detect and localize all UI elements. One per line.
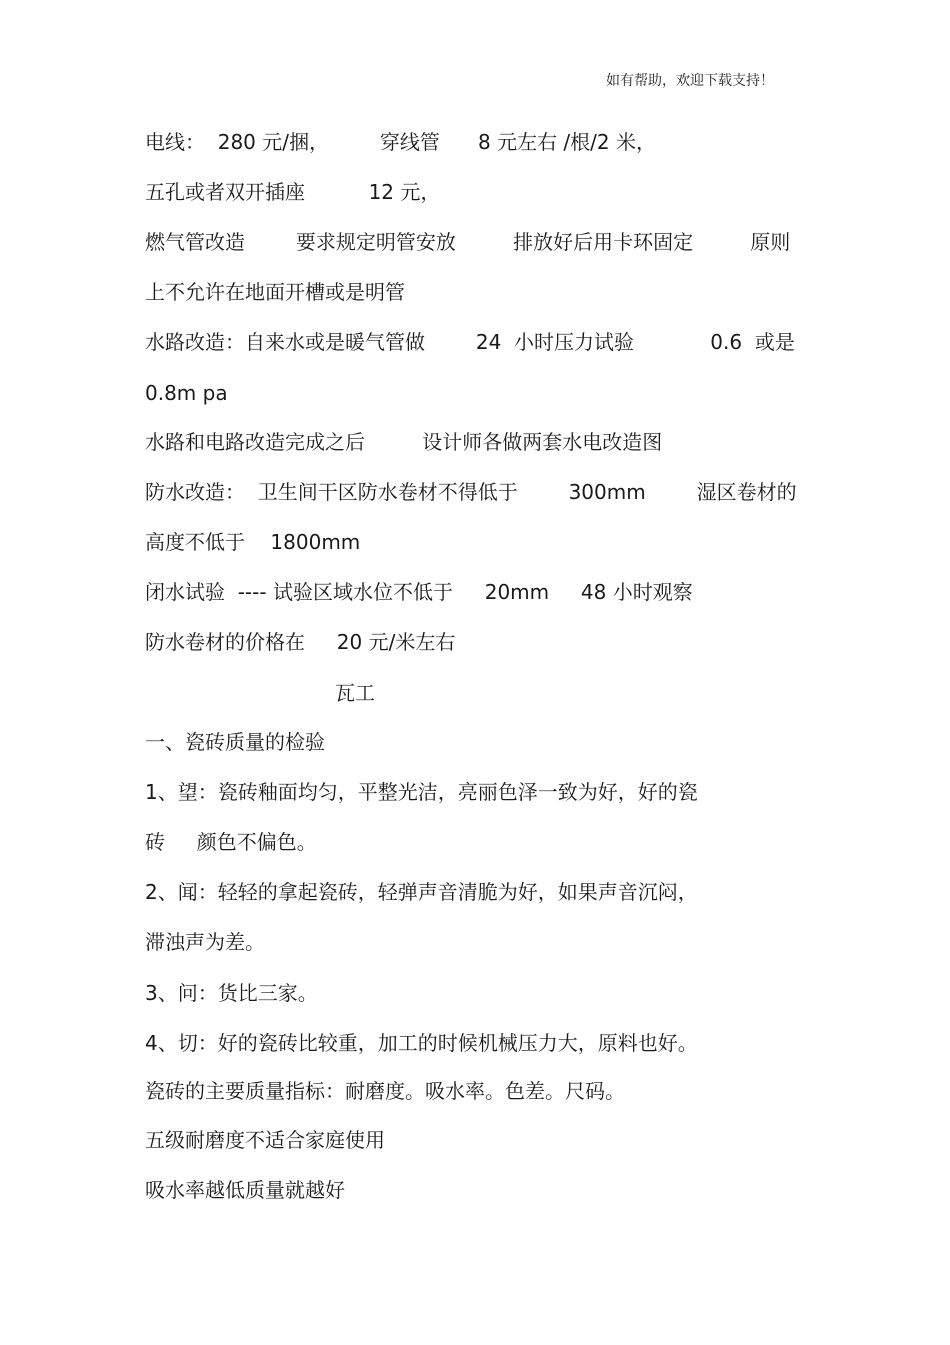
section-heading: 一、瓷砖质量的检验 — [145, 730, 325, 754]
text-line: 水路改造：自来水或是暖气管做 24 小时压力试验 0.6 或是 — [145, 330, 795, 354]
text-line: 五级耐磨度不适合家庭使用 — [145, 1128, 385, 1152]
text-line: 3、问：货比三家。 — [145, 981, 318, 1005]
text-line: 2、闻：轻轻的拿起瓷砖，轻弹声音清脆为好，如果声音沉闷， — [145, 880, 698, 904]
text-line: 闭水试验 ---- 试验区域水位不低于 20mm 48 小时观察 — [145, 580, 693, 604]
text-line: 砖 颜色不偏色。 — [145, 830, 317, 854]
text-line: 防水改造： 卫生间干区防水卷材不得低于 300mm 湿区卷材的 — [145, 480, 797, 504]
text-line: 1、望：瓷砖釉面均匀，平整光洁，亮丽色泽一致为好，好的瓷 — [145, 780, 698, 804]
text-line: 滞浊声为差。 — [145, 930, 265, 954]
text-line: 水路和电路改造完成之后 设计师各做两套水电改造图 — [145, 430, 663, 454]
text-line: 0.8m pa — [145, 381, 228, 405]
page-header: 如有帮助，欢迎下载支持！ — [606, 73, 774, 89]
section-title: 瓦工 — [335, 681, 375, 705]
text-line: 瓷砖的主要质量指标：耐磨度。吸水率。色差。尺码。 — [145, 1079, 625, 1103]
text-line: 电线： 280 元/捆， 穿线管 8 元左右 /根/2 米， — [145, 130, 656, 154]
text-line: 高度不低于 1800mm — [145, 530, 361, 554]
text-line: 燃气管改造 要求规定明管安放 排放好后用卡环固定 原则 — [145, 230, 791, 254]
text-line: 4、切：好的瓷砖比较重，加工的时候机械压力大，原料也好。 — [145, 1031, 698, 1055]
text-line: 五孔或者双开插座 12 元， — [145, 180, 441, 204]
text-line: 吸水率越低质量就越好 — [145, 1178, 345, 1202]
text-line: 上不允许在地面开槽或是明管 — [145, 280, 405, 304]
text-line: 防水卷材的价格在 20 元/米左右 — [145, 630, 456, 654]
